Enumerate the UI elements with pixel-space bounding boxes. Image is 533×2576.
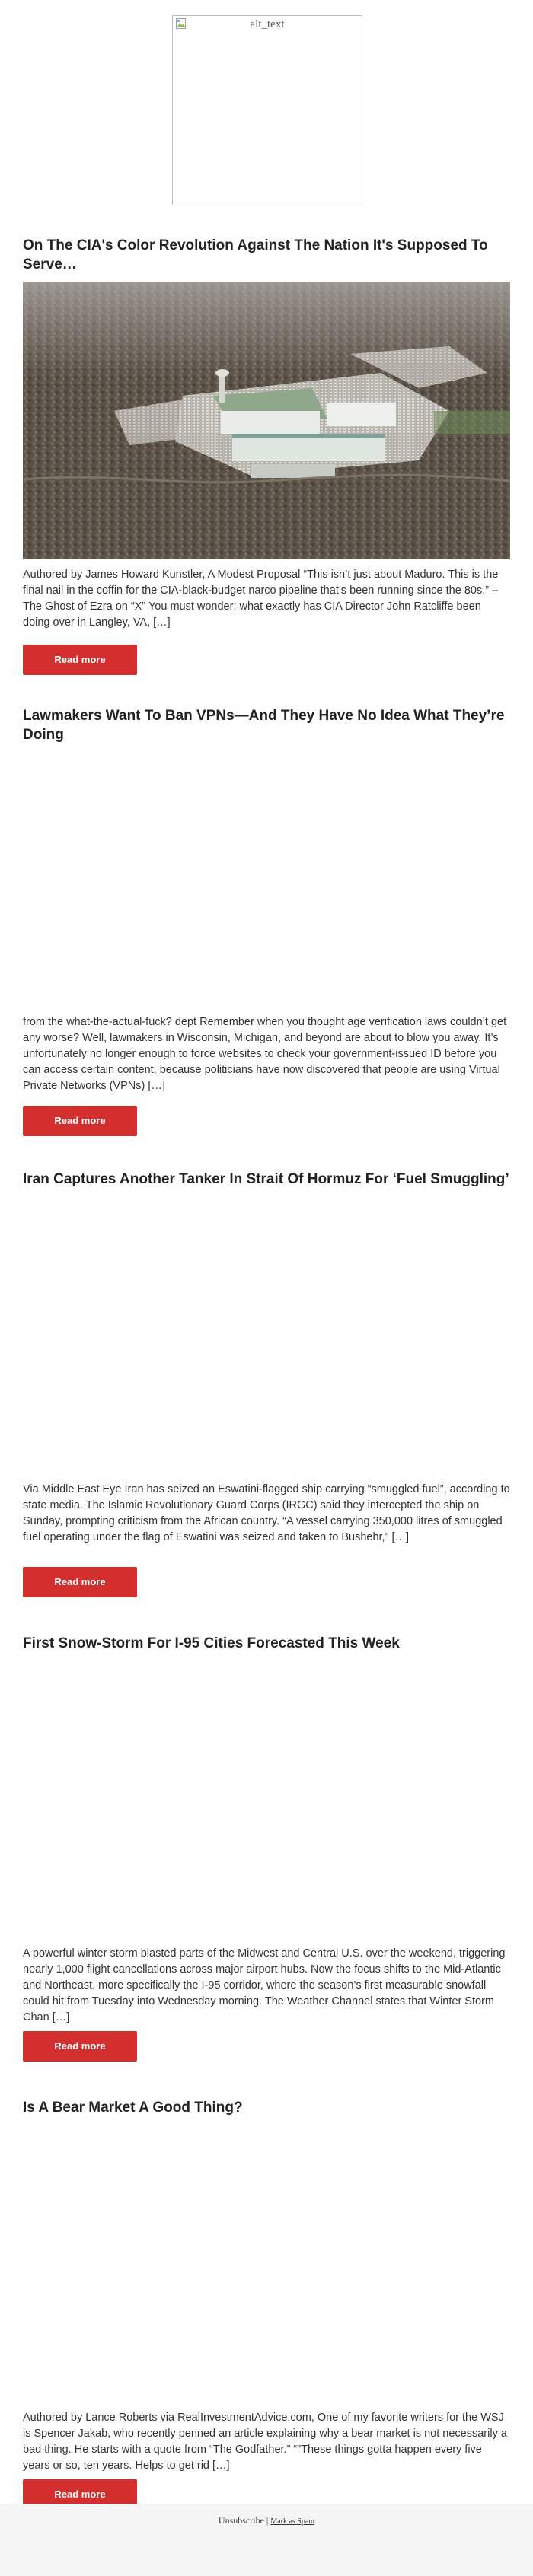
logo-image-placeholder — [172, 15, 362, 205]
article-title[interactable]: On The CIA's Color Revolution Against The Nation It's Supposed To Serve… — [23, 237, 488, 272]
article-card — [23, 1634, 510, 2052]
email-header — [0, 0, 533, 228]
article-title[interactable]: Lawmakers Want To Ban VPNs—And They Have No Idea What They’re Doing — [23, 708, 505, 743]
article-image-blank[interactable] — [23, 2129, 510, 2410]
article-title[interactable]: Is A Bear Market A Good Thing? — [23, 2100, 243, 2116]
article-excerpt: Authored by Lance Roberts via RealInvestmentAdvice.com, One of my favorite writers for the WSJ is Spencer Jakab, who recently penned an article explaining why a bear market is not necessarily a bad thing. He starts with a quote from “The Godfather.” “”These things gotta happen every five years or so, ten years. Helps to get rid […] — [23, 2412, 507, 2472]
article-image-blank[interactable] — [23, 1200, 510, 1482]
read-more-button[interactable]: Read more — [23, 645, 137, 675]
article-image-aerial[interactable] — [23, 282, 510, 559]
article-image-blank[interactable] — [23, 1664, 510, 1946]
article-excerpt: Via Middle East Eye Iran has seized an Eswatini-flagged ship carrying “smuggled fuel”, according to state media. The Islamic Revolutionary Guard Corps (IRGC) said they intercepted the ship on Sunday, prompting criticism from the African country. “A vessel carrying 350,000 litres of smuggled fuel operating under the flag of Eswatini was seized and taken to Bushehr,” […] — [23, 1483, 510, 1543]
email-footer — [0, 2504, 533, 2576]
article-card — [23, 706, 510, 1126]
read-more-button[interactable]: Read more — [23, 2031, 137, 2062]
article-excerpt: from the what-the-actual-fuck? dept Remember when you thought age verification laws couldn’t get any worse? Well, lawmakers in Wisconsin, Michigan, and beyond are about to blow you away. It’s unfortunately no longer enough to force websites to check your government-issued ID before you can access certain content, because politicians have now discovered that people are using Virtual Private Networks (VPNs) […] — [23, 1016, 507, 1092]
logo-alt-text: alt_text — [250, 18, 285, 30]
article-image-blank[interactable] — [23, 752, 510, 1011]
unsubscribe-link[interactable]: Unsubscribe — [218, 2515, 264, 2526]
article-card — [23, 1170, 510, 1587]
footer-links — [0, 2515, 533, 2527]
article-card — [23, 2098, 510, 2500]
footer-separator: | — [266, 2515, 269, 2526]
read-more-button[interactable]: Read more — [23, 1567, 137, 1597]
article-excerpt: A powerful winter storm blasted parts of the Midwest and Central U.S. over the weekend, triggering nearly 1,000 flight cancellations across major airport hubs. Now the focus shifts to the Mid-Atlantic and Northeast, more specifically the I-95 corridor, where the season’s first measurable snowfall could hit from Tuesday into Wednesday morning. The Weather Channel states that Winter Storm Chan […] — [23, 1947, 506, 2024]
mark-as-spam-link[interactable]: Mark as Spam — [270, 2517, 315, 2526]
article-card — [23, 236, 510, 665]
article-excerpt: Authored by James Howard Kunstler, A Modest Proposal “This isn’t just about Maduro. This is the final nail in the coffin for the CIA-black-budget narco pipeline that’s been running since the 80s.” – The Ghost of Ezra on “X” You must wonder: what exactly has CIA Director John Ratcliffe been doing over in Langley, VA, […] — [23, 568, 499, 629]
read-more-button[interactable]: Read more — [23, 2479, 137, 2510]
read-more-button[interactable]: Read more — [23, 1106, 137, 1136]
article-title[interactable]: Iran Captures Another Tanker In Strait Of Hormuz For ‘Fuel Smuggling’ — [23, 1171, 509, 1187]
article-title[interactable]: First Snow-Storm For I-95 Cities Forecasted This Week — [23, 1635, 400, 1651]
